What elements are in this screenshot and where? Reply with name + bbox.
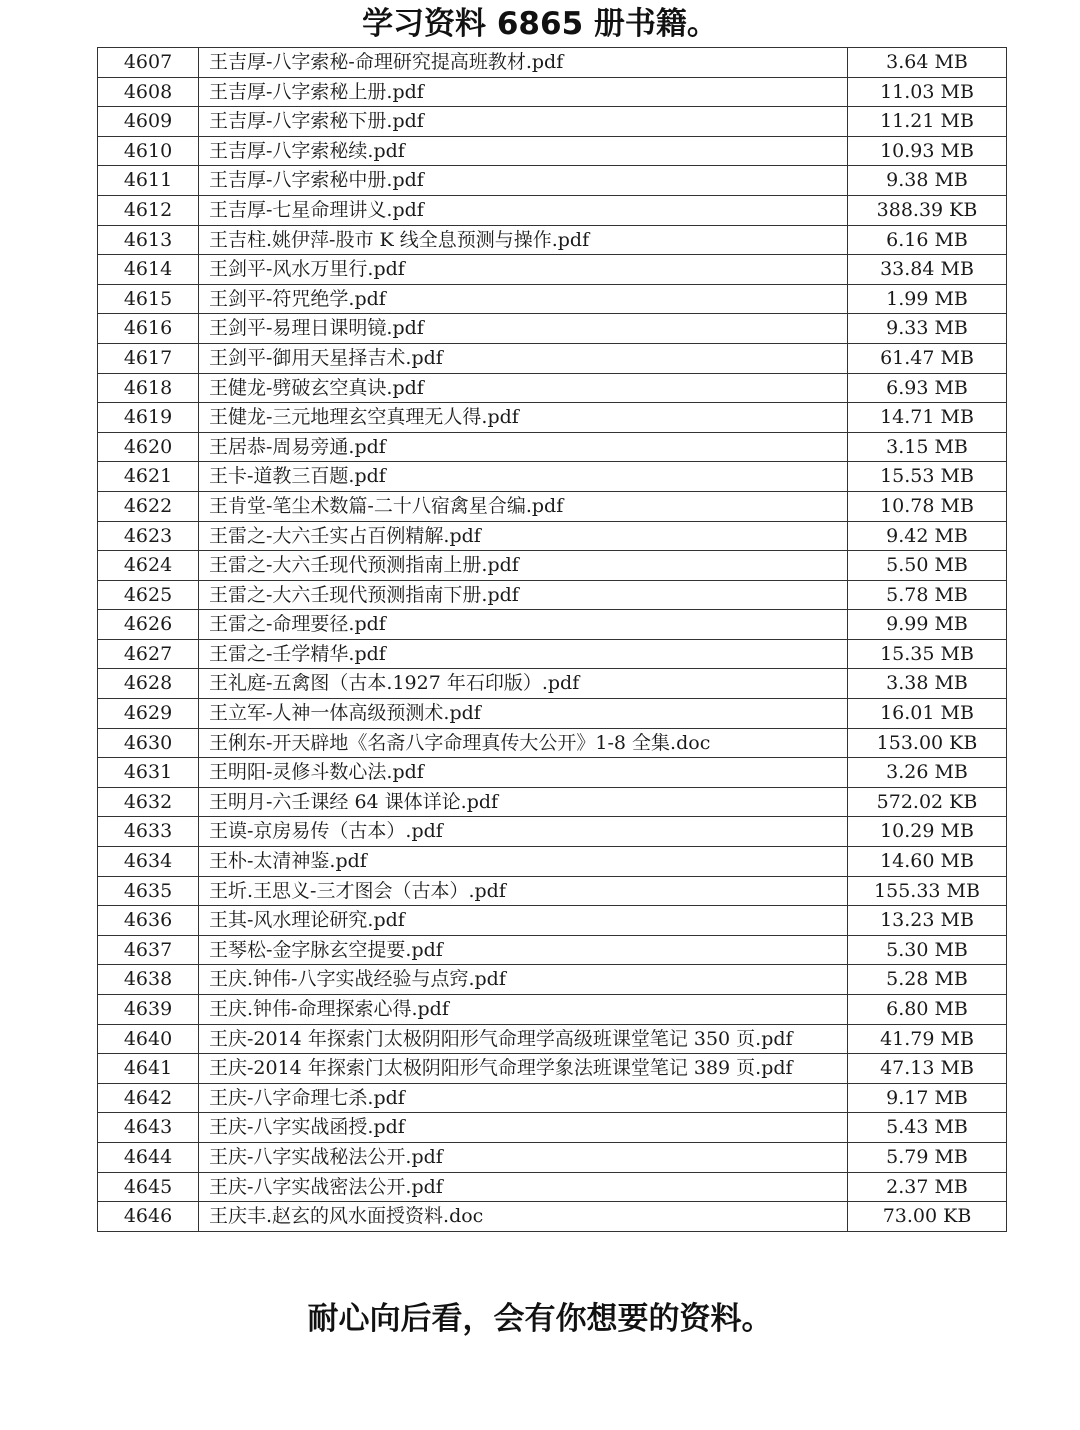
row-number: 4640: [98, 1024, 199, 1054]
row-number: 4624: [98, 551, 199, 581]
row-number: 4617: [98, 343, 199, 373]
file-name: 王雷之-命理要径.pdf: [199, 610, 848, 640]
file-size: 3.38 MB: [848, 669, 1007, 699]
row-number: 4632: [98, 787, 199, 817]
page-title: 学习资料 6865 册书籍。: [362, 6, 718, 42]
row-number: 4635: [98, 876, 199, 906]
row-number: 4613: [98, 225, 199, 255]
file-name: 王雷之-大六壬现代预测指南上册.pdf: [199, 551, 848, 581]
file-name: 王卡-道教三百题.pdf: [199, 462, 848, 492]
row-number: 4641: [98, 1054, 199, 1084]
file-size: 14.60 MB: [848, 847, 1007, 877]
file-size: 5.50 MB: [848, 551, 1007, 581]
row-number: 4643: [98, 1113, 199, 1143]
row-number: 4634: [98, 847, 199, 877]
file-size: 61.47 MB: [848, 343, 1007, 373]
row-number: 4614: [98, 255, 199, 285]
file-size: 2.37 MB: [848, 1172, 1007, 1202]
table-row: [98, 817, 1007, 847]
file-size: 9.99 MB: [848, 610, 1007, 640]
file-size: 6.93 MB: [848, 373, 1007, 403]
table-row: [98, 876, 1007, 906]
table-row: [98, 699, 1007, 729]
table-row: [98, 580, 1007, 610]
file-name: 王庆-八字实战函授.pdf: [199, 1113, 848, 1143]
table-row: [98, 847, 1007, 877]
row-number: 4609: [98, 107, 199, 137]
file-name: 王庆丰.赵玄的风水面授资料.doc: [199, 1202, 848, 1232]
file-name: 王庆.钟伟-八字实战经验与点窍.pdf: [199, 965, 848, 995]
file-name: 王庆-八字实战密法公开.pdf: [199, 1172, 848, 1202]
table-row: [98, 255, 1007, 285]
table-row: [98, 906, 1007, 936]
file-size: 6.80 MB: [848, 995, 1007, 1025]
file-size: 9.17 MB: [848, 1083, 1007, 1113]
file-name: 王吉厚-八字索秘中册.pdf: [199, 166, 848, 196]
table-row: [98, 669, 1007, 699]
file-size: 3.64 MB: [848, 48, 1007, 78]
table-row: [98, 195, 1007, 225]
file-size: 9.33 MB: [848, 314, 1007, 344]
table-row: [98, 787, 1007, 817]
file-size: 153.00 KB: [848, 728, 1007, 758]
table-row: [98, 1202, 1007, 1232]
row-number: 4646: [98, 1202, 199, 1232]
file-name: 王明阳-灵修斗数心法.pdf: [199, 758, 848, 788]
table-row: [98, 403, 1007, 433]
row-number: 4607: [98, 48, 199, 78]
file-size: 15.53 MB: [848, 462, 1007, 492]
file-name: 王庆.钟伟-命理探索心得.pdf: [199, 995, 848, 1025]
table-row: [98, 77, 1007, 107]
file-size: 10.29 MB: [848, 817, 1007, 847]
row-number: 4642: [98, 1083, 199, 1113]
row-number: 4611: [98, 166, 199, 196]
table-row: [98, 610, 1007, 640]
file-name: 王俐东-开天辟地《名斋八字命理真传大公开》1-8 全集.doc: [199, 728, 848, 758]
row-number: 4628: [98, 669, 199, 699]
table-row: [98, 1054, 1007, 1084]
table-row: [98, 432, 1007, 462]
file-name: 王朴-太清神鉴.pdf: [199, 847, 848, 877]
file-name: 王吉柱.姚伊萍-股市 K 线全息预测与操作.pdf: [199, 225, 848, 255]
table-row: [98, 1024, 1007, 1054]
row-number: 4645: [98, 1172, 199, 1202]
table-row: [98, 551, 1007, 581]
row-number: 4608: [98, 77, 199, 107]
row-number: 4623: [98, 521, 199, 551]
file-name: 王琴松-金字脉玄空提要.pdf: [199, 935, 848, 965]
file-name: 王庆-八字命理七杀.pdf: [199, 1083, 848, 1113]
file-size: 15.35 MB: [848, 639, 1007, 669]
table-row: [98, 462, 1007, 492]
file-name: 王雷之-大六壬实占百例精解.pdf: [199, 521, 848, 551]
file-name: 王圻.王思义-三才图会（古本）.pdf: [199, 876, 848, 906]
file-size: 5.43 MB: [848, 1113, 1007, 1143]
file-size: 572.02 KB: [848, 787, 1007, 817]
file-size: 5.30 MB: [848, 935, 1007, 965]
table-row: [98, 225, 1007, 255]
file-name: 王吉厚-七星命理讲义.pdf: [199, 195, 848, 225]
file-name: 王立军-人神一体高级预测术.pdf: [199, 699, 848, 729]
file-name: 王剑平-符咒绝学.pdf: [199, 284, 848, 314]
row-number: 4616: [98, 314, 199, 344]
file-size: 47.13 MB: [848, 1054, 1007, 1084]
file-size: 33.84 MB: [848, 255, 1007, 285]
row-number: 4626: [98, 610, 199, 640]
row-number: 4636: [98, 906, 199, 936]
file-size: 1.99 MB: [848, 284, 1007, 314]
file-size: 13.23 MB: [848, 906, 1007, 936]
row-number: 4627: [98, 639, 199, 669]
file-name: 王庆-2014 年探索门太极阴阳形气命理学象法班课堂笔记 389 页.pdf: [199, 1054, 848, 1084]
file-name: 王吉厚-八字索秘续.pdf: [199, 136, 848, 166]
file-name: 王庆-八字实战秘法公开.pdf: [199, 1142, 848, 1172]
file-name: 王居恭-周易旁通.pdf: [199, 432, 848, 462]
row-number: 4620: [98, 432, 199, 462]
file-name: 王吉厚-八字索秘上册.pdf: [199, 77, 848, 107]
file-size: 10.78 MB: [848, 491, 1007, 521]
file-name: 王肯堂-笔尘术数篇-二十八宿禽星合编.pdf: [199, 491, 848, 521]
row-number: 4638: [98, 965, 199, 995]
file-name: 王健龙-三元地理玄空真理无人得.pdf: [199, 403, 848, 433]
table-row: [98, 728, 1007, 758]
table-row: [98, 965, 1007, 995]
file-name: 王吉厚-八字索秘-命理研究提高班教材.pdf: [199, 48, 848, 78]
row-number: 4644: [98, 1142, 199, 1172]
row-number: 4615: [98, 284, 199, 314]
file-name: 王雷之-大六壬现代预测指南下册.pdf: [199, 580, 848, 610]
table-row: [98, 995, 1007, 1025]
file-size: 6.16 MB: [848, 225, 1007, 255]
file-size: 5.78 MB: [848, 580, 1007, 610]
row-number: 4630: [98, 728, 199, 758]
file-size: 5.28 MB: [848, 965, 1007, 995]
row-number: 4612: [98, 195, 199, 225]
file-size: 9.42 MB: [848, 521, 1007, 551]
table-row: [98, 373, 1007, 403]
file-list-body: [98, 48, 1007, 1232]
file-size: 73.00 KB: [848, 1202, 1007, 1232]
file-size: 41.79 MB: [848, 1024, 1007, 1054]
file-size: 388.39 KB: [848, 195, 1007, 225]
table-row: [98, 166, 1007, 196]
file-size: 14.71 MB: [848, 403, 1007, 433]
footer-note: 耐心向后看，会有你想要的资料。: [307, 1301, 773, 1337]
row-number: 4621: [98, 462, 199, 492]
row-number: 4639: [98, 995, 199, 1025]
file-name: 王吉厚-八字索秘下册.pdf: [199, 107, 848, 137]
table-row: [98, 1142, 1007, 1172]
table-row: [98, 136, 1007, 166]
file-size: 5.79 MB: [848, 1142, 1007, 1172]
file-name: 王其-风水理论研究.pdf: [199, 906, 848, 936]
row-number: 4622: [98, 491, 199, 521]
file-name: 王剑平-易理日课明镜.pdf: [199, 314, 848, 344]
row-number: 4619: [98, 403, 199, 433]
table-row: [98, 1172, 1007, 1202]
table-row: [98, 343, 1007, 373]
table-row: [98, 284, 1007, 314]
file-size: 9.38 MB: [848, 166, 1007, 196]
row-number: 4629: [98, 699, 199, 729]
table-row: [98, 758, 1007, 788]
file-size: 11.03 MB: [848, 77, 1007, 107]
table-row: [98, 521, 1007, 551]
file-list-table: [97, 47, 1007, 1232]
file-name: 王礼庭-五禽图（古本.1927 年石印版）.pdf: [199, 669, 848, 699]
file-size: 3.26 MB: [848, 758, 1007, 788]
file-name: 王明月-六壬课经 64 课体详论.pdf: [199, 787, 848, 817]
table-row: [98, 314, 1007, 344]
row-number: 4631: [98, 758, 199, 788]
row-number: 4618: [98, 373, 199, 403]
table-row: [98, 491, 1007, 521]
table-row: [98, 1113, 1007, 1143]
row-number: 4625: [98, 580, 199, 610]
row-number: 4610: [98, 136, 199, 166]
file-size: 11.21 MB: [848, 107, 1007, 137]
file-size: 3.15 MB: [848, 432, 1007, 462]
file-name: 王庆-2014 年探索门太极阴阳形气命理学高级班课堂笔记 350 页.pdf: [199, 1024, 848, 1054]
table-row: [98, 935, 1007, 965]
table-row: [98, 48, 1007, 78]
file-size: 155.33 MB: [848, 876, 1007, 906]
table-row: [98, 639, 1007, 669]
table-row: [98, 1083, 1007, 1113]
row-number: 4633: [98, 817, 199, 847]
file-name: 王谟-京房易传（古本）.pdf: [199, 817, 848, 847]
file-name: 王剑平-御用天星择吉术.pdf: [199, 343, 848, 373]
file-name: 王剑平-风水万里行.pdf: [199, 255, 848, 285]
table-row: [98, 107, 1007, 137]
file-name: 王健龙-劈破玄空真诀.pdf: [199, 373, 848, 403]
file-name: 王雷之-壬学精华.pdf: [199, 639, 848, 669]
file-size: 16.01 MB: [848, 699, 1007, 729]
file-size: 10.93 MB: [848, 136, 1007, 166]
row-number: 4637: [98, 935, 199, 965]
